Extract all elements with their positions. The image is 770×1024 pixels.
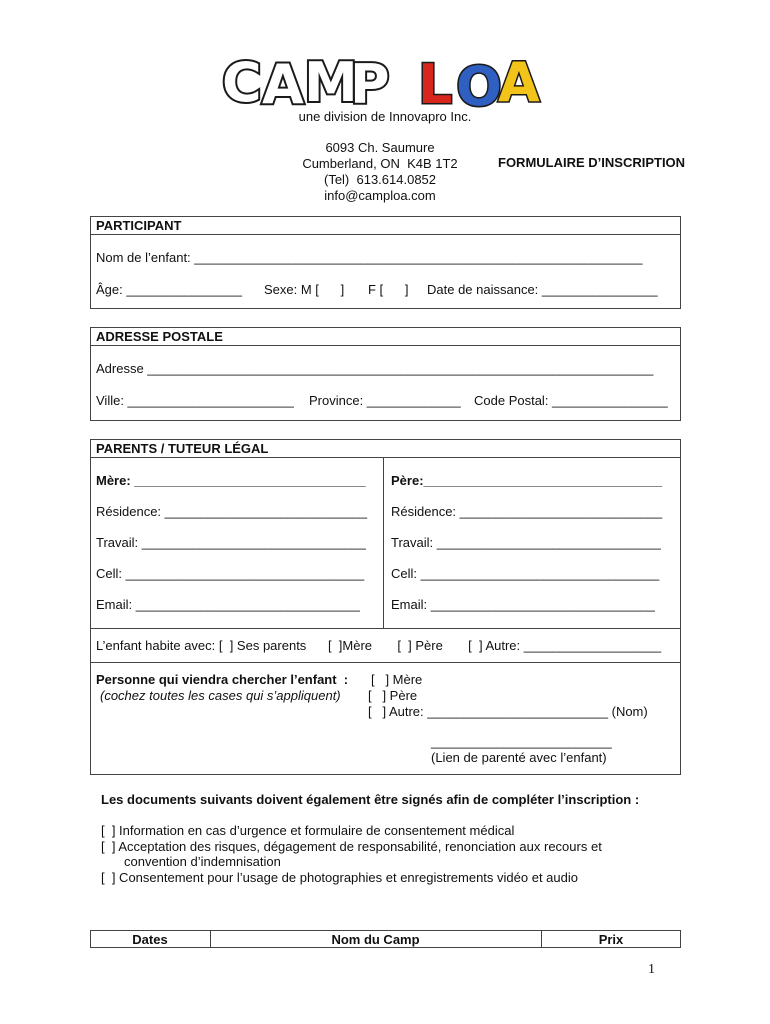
adresse-heading: ADRESSE POSTALE [96,329,223,344]
nom-enfant-field[interactable]: Nom de l’enfant: ______________________________________________________________ [96,250,643,265]
ville-field[interactable]: Ville: _______________________ [96,393,294,408]
email-text: info@camploa.com [324,188,436,203]
logo-letter-o: O [456,55,502,118]
logo-letter-c: C [222,51,262,114]
logo-letter-m: M [304,51,358,114]
parents-heading: PARENTS / TUTEUR LÉGAL [96,441,269,456]
mere-field[interactable]: Mère: ________________________________ [96,473,366,488]
form-title: FORMULAIRE D’INSCRIPTION [498,155,686,170]
document-item-risques[interactable]: [ ] Acceptation des risques, dégagement de responsabilité, renonciation aux recours et [101,839,602,854]
mere-email-field[interactable]: Email: _______________________________ [96,597,360,612]
participant-divider [90,234,681,235]
parents-divider-mid [90,628,681,629]
address-line2: Cumberland, ON K4B 1T2 [302,156,458,171]
phone-text: (Tel) 613.614.0852 [323,172,437,187]
adresse-field[interactable]: Adresse ______________________________________________________________________ [96,361,654,376]
address-line1: 6093 Ch. Saumure [325,140,435,155]
parents-divider-low [90,662,681,663]
mere-cell-field[interactable]: Cell: _________________________________ [96,566,365,581]
page-number: 1 [648,962,655,977]
logo-letter-a2: A [498,51,540,114]
province-field[interactable]: Province: _____________ [309,393,461,408]
table-header-prix: Prix [598,932,624,947]
parents-column-divider [383,457,384,628]
sexe-m-checkbox[interactable]: Sexe: M [ ] [264,282,345,297]
adresse-divider [90,345,681,346]
pickup-note: (cochez toutes les cases qui s’appliquent) [100,688,341,703]
table-header-dates: Dates [132,932,168,947]
sexe-f-checkbox[interactable]: F [ ] [368,282,409,297]
pickup-pere-checkbox[interactable]: [ ] Père [368,688,418,703]
document-item-risques-cont: convention d’indemnisation [124,854,281,869]
pere-travail-field[interactable]: Travail: _______________________________ [391,535,661,550]
participant-heading: PARTICIPANT [96,218,182,233]
pickup-mere-checkbox[interactable]: [ ] Mère [371,672,423,687]
pickup-autre-field[interactable]: [ ] Autre: _________________________ (Nom) [368,704,648,719]
table-header-camp: Nom du Camp [331,932,420,947]
document-item-photos[interactable]: [ ] Consentement pour l’usage de photographies et enregistrements vidéo et audio [101,870,578,885]
habite-avec-field[interactable]: L’enfant habite avec: [ ] Ses parents [ ]Mère [ ] Père [ ] Autre: ___________________ [96,638,662,653]
parents-divider-top [90,457,681,458]
code-postal-field[interactable]: Code Postal: ________________ [474,393,668,408]
pere-email-field[interactable]: Email: _______________________________ [391,597,655,612]
pere-field[interactable]: Père:_________________________________ [391,473,663,488]
document-item-medical[interactable]: [ ] Information en cas d’urgence et formulaire de consentement médical [101,823,515,838]
age-field[interactable]: Âge: ________________ [96,282,243,297]
division-text: une division de Innovapro Inc. [298,109,472,124]
lien-parente-field[interactable]: _________________________ [431,734,612,749]
logo-letter-l: L [418,53,453,116]
pere-cell-field[interactable]: Cell: _________________________________ [391,566,660,581]
logo-letter-p: P [350,53,390,116]
logo-letter-a: A [262,53,304,116]
pickup-label: Personne qui viendra chercher l’enfant : [96,672,349,687]
mere-residence-field[interactable]: Résidence: ____________________________ [96,504,368,519]
documents-heading: Les documents suivants doivent également être signés afin de compléter l’inscription : [101,792,640,807]
lien-parente-label: (Lien de parenté avec l’enfant) [431,750,607,765]
mere-travail-field[interactable]: Travail: _______________________________ [96,535,366,550]
pere-residence-field[interactable]: Résidence: ____________________________ [391,504,663,519]
date-naissance-field[interactable]: Date de naissance: ________________ [427,282,658,297]
